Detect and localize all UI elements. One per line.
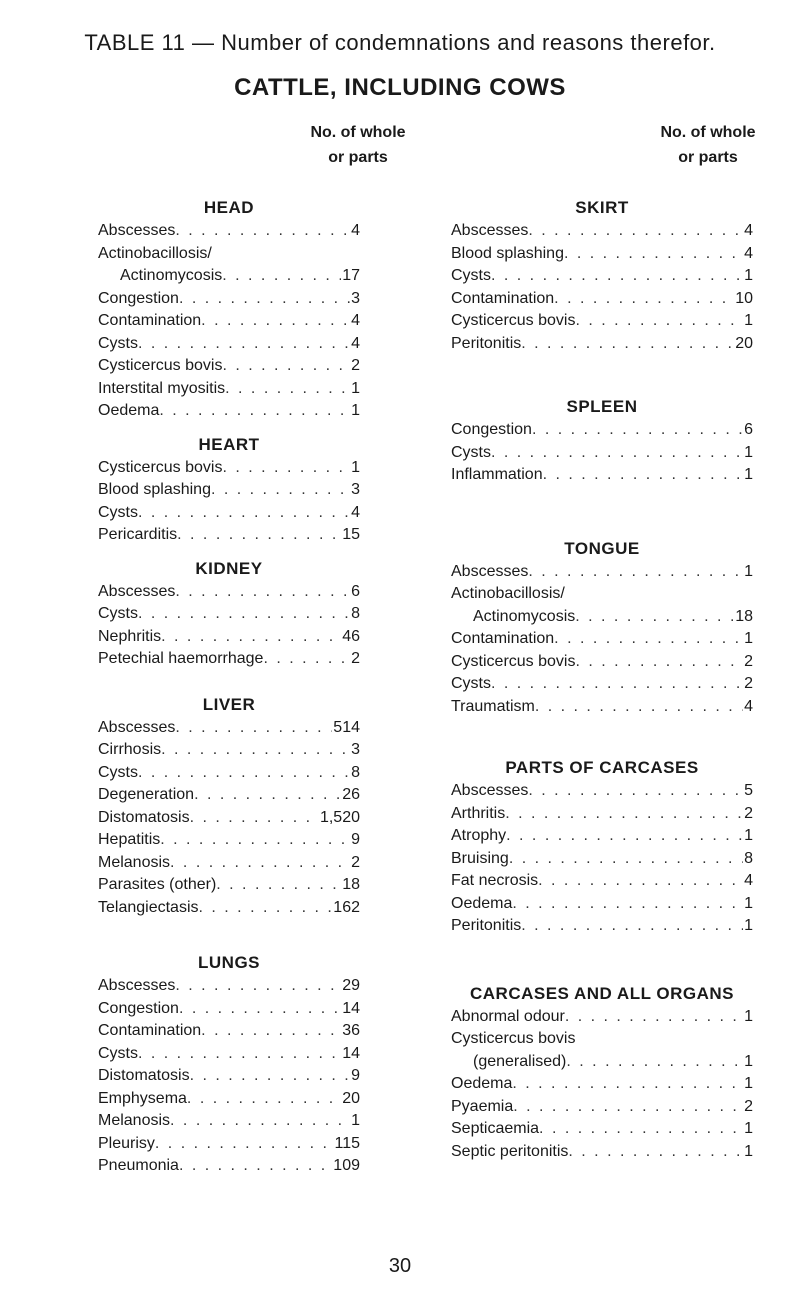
section-head [98,196,360,423]
row-value: 3 [351,289,360,307]
table-row [451,1006,753,1029]
table-row [98,739,360,762]
row-value: 4 [351,503,360,521]
dot-leader [528,220,743,243]
row-label: Abnormal odour [451,1007,565,1025]
table-row [451,915,753,938]
dot-leader [491,442,743,465]
row-label: Interstital myositis [98,379,226,397]
column-header-left-line1: No. of whole [310,124,406,141]
row-label: Melanosis [98,853,171,871]
row-value: 1 [744,466,753,483]
row-label: Cysticercus bovis [451,1030,576,1047]
table-row [451,1141,753,1164]
table-row [451,1118,753,1141]
row-label: Congestion [98,289,179,307]
table-row [451,825,753,848]
row-label: Abscesses [98,977,176,994]
dot-leader [155,1133,334,1156]
row-value: 2 [744,1097,753,1115]
row-label: Contamination [98,312,202,329]
table-row [451,628,753,651]
row-label: Pericarditis [98,526,178,543]
row-label: Distomatosis [98,808,190,826]
row-value: 6 [744,421,753,438]
page-subtitle: CATTLE, INCLUDING COWS [234,74,566,101]
row-value: 2 [744,804,753,822]
row-label: Pleurisy [98,1134,155,1152]
row-label: Abscesses [451,222,529,239]
row-label: Blood splashing [98,481,211,498]
row-label: Inflammation [451,466,543,483]
row-label: Contamination [98,1022,202,1039]
section-skirt [451,196,753,355]
dot-leader [222,355,350,378]
table-row [451,419,753,442]
row-label: Oedema [98,402,160,419]
row-label: Emphysema [98,1089,187,1107]
dot-leader [201,310,350,333]
row-label: Oedema [451,894,513,912]
table-row [98,220,360,243]
dot-leader [179,288,350,311]
table-row [451,1073,753,1096]
dot-leader [187,1088,341,1111]
row-label: Peritonitis [451,917,522,934]
row-label: Cysticercus bovis [451,652,576,670]
table-row [451,561,753,584]
dot-leader [161,739,350,762]
row-label: Cysticercus bovis [98,357,223,374]
table-row [98,998,360,1021]
dot-leader [528,780,743,803]
row-value: 20 [735,334,753,352]
row-value: 1 [744,827,753,844]
table-row [451,1051,753,1074]
dot-leader [179,1155,332,1178]
section-heading: PARTS OF CARCASES [505,758,699,777]
table-row [98,333,360,356]
table-row [98,265,360,288]
dot-leader [170,1110,350,1133]
dot-leader [263,648,350,671]
row-label: Actinomycosis [120,267,223,284]
dot-leader [138,502,350,525]
dot-leader [175,220,350,243]
row-label: Telangiectasis [98,898,199,916]
dot-leader [161,626,341,649]
table-row [451,870,753,893]
row-label: Cysts [98,763,138,781]
dot-leader [538,870,743,893]
table-row [98,975,360,998]
dot-leader [201,1020,341,1043]
row-value: 2 [351,853,360,871]
section-liver [98,693,360,920]
row-value: 14 [342,1044,360,1062]
section-heading: TONGUE [564,538,640,558]
dot-leader [175,717,332,740]
row-value: 17 [342,267,360,284]
row-label: Abscesses [98,718,176,736]
page-number: 30 [388,1255,412,1277]
table-row [451,696,753,719]
dot-leader [194,784,341,807]
row-value: 46 [342,627,360,645]
column-header-right-line1: No. of whole [660,124,756,141]
row-label: Traumatism [451,697,535,715]
row-label: Melanosis [98,1112,171,1129]
row-label: Petechial haemorrhage [98,650,264,667]
row-label: Contamination [451,289,555,307]
row-label: Arthritis [451,804,506,822]
column-header-right-line2: or parts [678,149,738,166]
row-value: 1 [351,458,360,476]
row-value: 2 [351,357,360,374]
row-label: Cirrhosis [98,741,162,758]
row-value: 3 [351,741,360,758]
row-label: (generalised) [473,1052,567,1070]
table-row [98,243,360,266]
row-label: Cysts [451,675,491,692]
section-spleen [451,395,753,487]
row-value: 3 [351,481,360,498]
row-value: 4 [351,334,360,352]
dot-leader [575,310,743,333]
row-value: 4 [351,222,360,239]
row-label: Actinobacillosis/ [451,585,565,602]
table-row [451,893,753,916]
dot-leader [521,915,743,938]
table-row [451,288,753,311]
row-value: 1 [351,379,360,397]
table-row [98,874,360,897]
row-label: Pneumonia [98,1157,179,1174]
row-label: Cysts [98,1044,138,1062]
row-value: 1 [744,312,753,329]
row-label: Bruising [451,849,509,867]
column-header-left-line2: or parts [328,149,388,166]
row-label: Distomatosis [98,1067,190,1084]
left-column [98,196,360,1178]
row-value: 8 [351,605,360,622]
row-label: Cysts [451,267,491,284]
dot-leader [179,998,341,1021]
row-label: Septic peritonitis [451,1142,569,1160]
table-row [451,803,753,826]
row-value: 1 [744,894,753,912]
section-heart [98,433,360,547]
dot-leader [170,852,350,875]
row-label: Atrophy [451,827,507,844]
row-label: Cysts [98,503,138,521]
table-row [98,626,360,649]
row-label: Abscesses [451,562,529,580]
section-parts-of-carcases [451,756,753,938]
row-label: Septicaemia [451,1120,540,1137]
table-row [451,464,753,487]
row-value: 14 [342,999,360,1017]
row-value: 4 [351,312,360,329]
right-column [451,196,753,1163]
dot-leader [222,457,350,480]
table-row [451,1096,753,1119]
row-value: 26 [342,786,360,803]
row-label: Congestion [98,999,179,1017]
table-row [98,1065,360,1088]
dot-leader [505,803,743,826]
dot-leader [566,1051,743,1074]
row-label: Abscesses [98,222,176,239]
dot-leader [512,1073,743,1096]
section-heading: LUNGS [198,953,260,972]
row-value: 4 [744,872,753,889]
section-kidney [98,557,360,671]
row-value: 1 [744,1120,753,1137]
row-value: 15 [342,526,360,543]
table-row [98,829,360,852]
row-label: Parasites (other) [98,876,217,893]
dot-leader [225,378,350,401]
row-value: 18 [342,876,360,893]
row-value: 9 [351,1067,360,1084]
table-row [98,717,360,740]
table-row [98,1110,360,1133]
dot-leader [160,829,350,852]
row-label: Actinomycosis [473,607,576,625]
dot-leader [513,1096,743,1119]
dot-leader [138,333,350,356]
dot-leader [554,628,743,651]
dot-leader [564,243,743,266]
dot-leader [539,1118,743,1141]
row-value: 1 [744,917,753,934]
row-value: 5 [744,782,753,799]
row-value: 8 [351,763,360,781]
row-value: 109 [333,1157,360,1174]
row-label: Abscesses [98,582,176,600]
section-tongue [451,537,753,719]
table-row [98,1088,360,1111]
row-value: 1 [744,1142,753,1160]
row-value: 6 [351,582,360,600]
table-row [98,502,360,525]
dot-leader [528,561,743,584]
dot-leader [199,897,333,920]
section-lungs [98,951,360,1178]
table-row [451,651,753,674]
row-value: 1 [744,1007,753,1025]
dot-leader [190,1065,351,1088]
table-row [98,603,360,626]
table-row [451,310,753,333]
dot-leader [575,651,743,674]
row-value: 115 [334,1134,360,1152]
row-label: Congestion [451,421,532,438]
table-row [451,583,753,606]
row-value: 20 [342,1089,360,1107]
row-label: Abscesses [451,782,529,799]
table-row [98,288,360,311]
column-header-right [633,120,783,170]
table-row [98,355,360,378]
table-row [98,1043,360,1066]
table-row [98,648,360,671]
table-row [98,852,360,875]
table-row [451,1028,753,1051]
table-row [98,524,360,547]
section-carcases-and-all-organs [451,982,753,1164]
row-label: Pyaemia [451,1097,514,1115]
row-value: 1 [351,402,360,419]
table-row [98,457,360,480]
table-row [98,807,360,830]
row-value: 4 [744,244,753,262]
dot-leader [216,874,341,897]
table-row [451,265,753,288]
dot-leader [543,464,744,487]
row-value: 1 [744,562,753,580]
row-label: Cysts [451,443,491,461]
dot-leader [138,603,350,626]
row-label: Cysticercus bovis [451,312,576,329]
section-heading: HEAD [203,198,255,217]
row-value: 1 [744,443,753,461]
dot-leader [177,524,341,547]
dot-leader [512,893,743,916]
row-value: 1 [744,1052,753,1070]
table-row [98,762,360,785]
table-row [451,673,753,696]
table-row [451,243,753,266]
dot-leader [535,696,743,719]
dot-leader [554,288,734,311]
row-label: Fat necrosis [451,872,539,889]
row-label: Cysticercus bovis [98,458,223,476]
table-row [98,784,360,807]
dot-leader [211,479,350,502]
dot-leader [565,1006,743,1029]
row-value: 1,520 [319,808,360,826]
row-label: Degeneration [98,786,195,803]
table-row [98,897,360,920]
dot-leader [175,581,350,604]
table-row [451,848,753,871]
row-value: 36 [342,1022,360,1039]
row-value: 10 [735,289,753,307]
row-label: Actinobacillosis/ [98,244,212,262]
row-value: 514 [333,718,360,736]
row-label: Peritonitis [451,334,522,352]
row-value: 1 [744,630,753,647]
row-value: 9 [351,831,360,848]
table-row [451,333,753,356]
row-label: Oedema [451,1075,513,1092]
table-row [98,1133,360,1156]
section-heading: KIDNEY [195,558,263,578]
row-label: Contamination [451,630,555,647]
row-value: 18 [735,607,753,625]
dot-leader [509,848,743,871]
dot-leader [568,1141,743,1164]
dot-leader [190,807,319,830]
table-row [98,1155,360,1178]
row-value: 1 [744,267,753,284]
dot-leader [222,265,341,288]
table-row [451,220,753,243]
dot-leader [138,762,350,785]
row-label: Hepatitis [98,831,161,848]
dot-leader [491,673,743,696]
row-value: 8 [744,849,753,867]
row-label: Nephritis [98,627,162,645]
row-label: Cysts [98,605,138,622]
row-value: 4 [744,697,753,715]
dot-leader [532,419,743,442]
section-heading: LIVER [202,694,256,714]
row-label: Blood splashing [451,244,564,262]
section-heading: SKIRT [575,198,629,217]
page-title: TABLE 11 — Number of condemnations and reasons therefor. [84,30,716,55]
section-heading: SPLEEN [566,397,638,416]
dot-leader [521,333,734,356]
row-value: 1 [744,1075,753,1092]
table-row [98,581,360,604]
row-value: 2 [744,652,753,670]
dot-leader [138,1043,341,1066]
row-value: 2 [351,650,360,667]
table-row [451,606,753,629]
section-heading: CARCASES AND ALL ORGANS [470,983,734,1003]
table-row [98,378,360,401]
table-row [98,479,360,502]
table-row [98,310,360,333]
column-header-left [283,120,433,170]
table-row [98,400,360,423]
table-row [98,1020,360,1043]
section-heading: HEART [198,434,260,454]
table-row [451,780,753,803]
dot-leader [491,265,743,288]
dot-leader [175,975,341,998]
row-value: 4 [744,222,753,239]
row-value: 29 [342,977,360,994]
dot-leader [575,606,734,629]
row-label: Cysts [98,334,138,352]
dot-leader [506,825,743,848]
dot-leader [159,400,350,423]
table-row [451,442,753,465]
row-value: 162 [333,898,360,916]
row-value: 1 [351,1112,360,1129]
row-value: 2 [744,675,753,692]
